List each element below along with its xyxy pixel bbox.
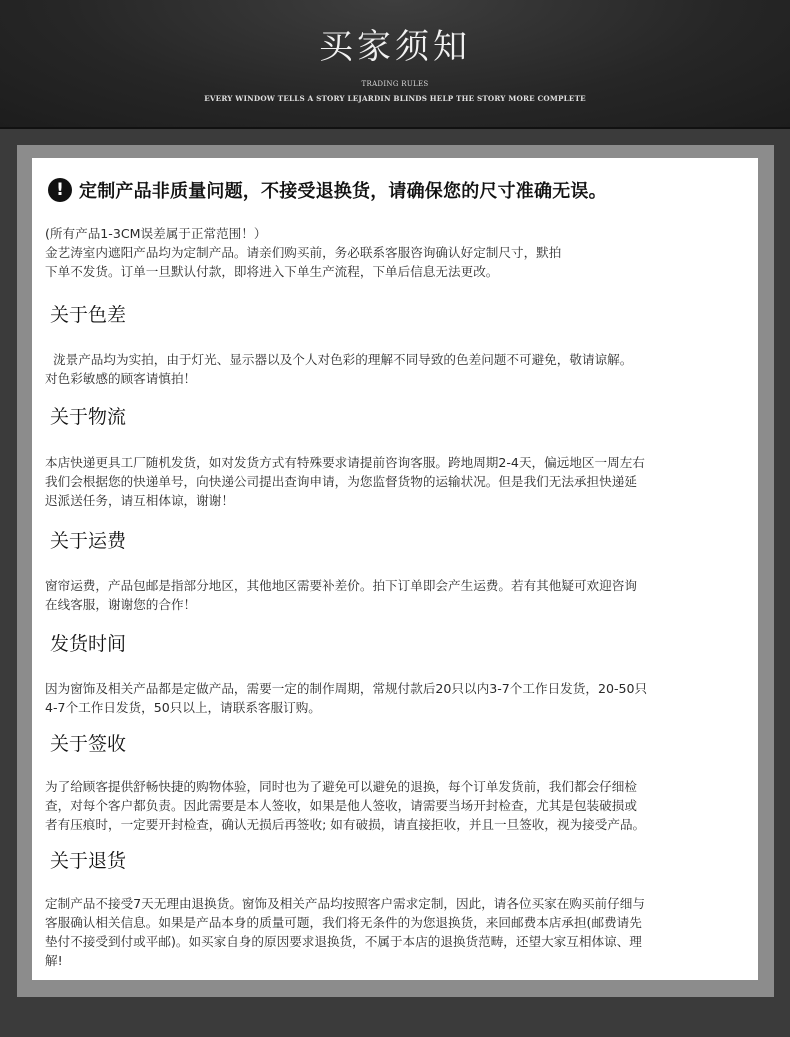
notice-text: 定制产品非质量问题，不接受退换货，请确保您的尺寸准确无误。 (79, 181, 607, 202)
section-line: 客服确认相关信息。如果是产品本身的质量可题，我们将无条件的为您退换货，来回邮费本店承担(邮费请先 (45, 915, 642, 930)
intro-paragraph (45, 224, 751, 281)
section-body-delivery-time (45, 679, 751, 717)
section-body-sign-for (45, 777, 751, 834)
section-body-shipping-fee (45, 576, 751, 614)
section-title-delivery-time: 发货时间 (50, 633, 127, 655)
content-panel (32, 158, 758, 980)
section-line: 在线客服，谢谢您的合作！ (45, 597, 197, 612)
section-line: 窗帘运费，产品包邮是指部分地区，其他地区需要补差价。拍下订单即会产生运费。若有其他疑可欢迎咨询 (45, 578, 637, 593)
section-line: 本店快递更具工厂随机发货，如对发货方式有特殊要求请提前咨询客服。跨地周期2-4天，偏远地区一周左右 (45, 455, 645, 470)
notice-banner (48, 177, 607, 203)
header-subtitle-line: EVERY WINDOW TELLS A STORY LEJARDIN BLINDS HELP THE STORY MORE COMPLETE (204, 94, 586, 103)
section-line: 定制产品不接受7天无理由退换货。窗饰及相关产品均按照客户需求定制，因此，请各位买家在购买前仔细与 (45, 896, 645, 911)
section-title-logistics: 关于物流 (50, 406, 127, 428)
intro-line: 下单不发货。订单一旦默认付款，即将进入下单生产流程，下单后信息无法更改。 (45, 264, 499, 279)
section-body-color-difference (45, 350, 751, 388)
section-line: 4-7个工作日发货，50只以上，请联系客服订购。 (45, 700, 321, 715)
intro-line: 金艺涛室内遮阳产品均为定制产品。请亲们购买前，务必联系客服咨询确认好定制尺寸，默拍 (45, 245, 562, 260)
section-line: 垫付不接受到付或平邮)。如买家自身的原因要求退换货，不属于本店的退换货范畴，还望大家互相体谅、理 (45, 934, 642, 949)
section-title-returns: 关于退货 (50, 850, 127, 872)
section-body-returns (45, 894, 751, 970)
section-title-sign-for: 关于签收 (50, 733, 127, 755)
header-banner (0, 0, 790, 129)
section-line: 解! (45, 953, 63, 968)
section-line: 因为窗饰及相关产品都是定做产品，需要一定的制作周期，常规付款后20只以内3-7个工作日发货，20-50只 (45, 681, 648, 696)
header-subtitle-small: TRADING RULES (361, 80, 429, 88)
page-title: 买家须知 (319, 27, 471, 67)
section-title-shipping-fee: 关于运费 (50, 530, 127, 552)
section-line: 对色彩敏感的顾客请慎拍！ (45, 371, 197, 386)
section-line: 我们会根据您的快递单号，向快递公司提出查询申请，为您监督货物的运输状况。但是我们无法承担快递延 (45, 474, 637, 489)
section-line: 为了给顾客提供舒畅快捷的购物体验，同时也为了避免可以避免的退换，每个订单发货前，我们都会仔细检 (45, 779, 637, 794)
intro-line: (所有产品1-3CM误差属于正常范围！） (45, 226, 267, 241)
section-title-color-difference: 关于色差 (50, 304, 127, 326)
section-line: 迟派送任务，请互相体谅，谢谢！ (45, 493, 234, 508)
section-body-logistics (45, 453, 751, 510)
section-line: 者有压痕时，一定要开封检查，确认无损后再签收; 如有破损，请直接拒收，并且一旦签收，视为接受产品。 (45, 817, 646, 832)
section-line: 泷景产品均为实拍，由于灯光、显示器以及个人对色彩的理解不同导致的色差问题不可避免，敬请谅解。 (45, 352, 633, 367)
section-line: 查，对每个客户都负责。因此需要是本人签收，如果是他人签收，请需要当场开封检查，尤其是包装破损或 (45, 798, 637, 813)
exclamation-circle-icon: ! (48, 178, 72, 202)
